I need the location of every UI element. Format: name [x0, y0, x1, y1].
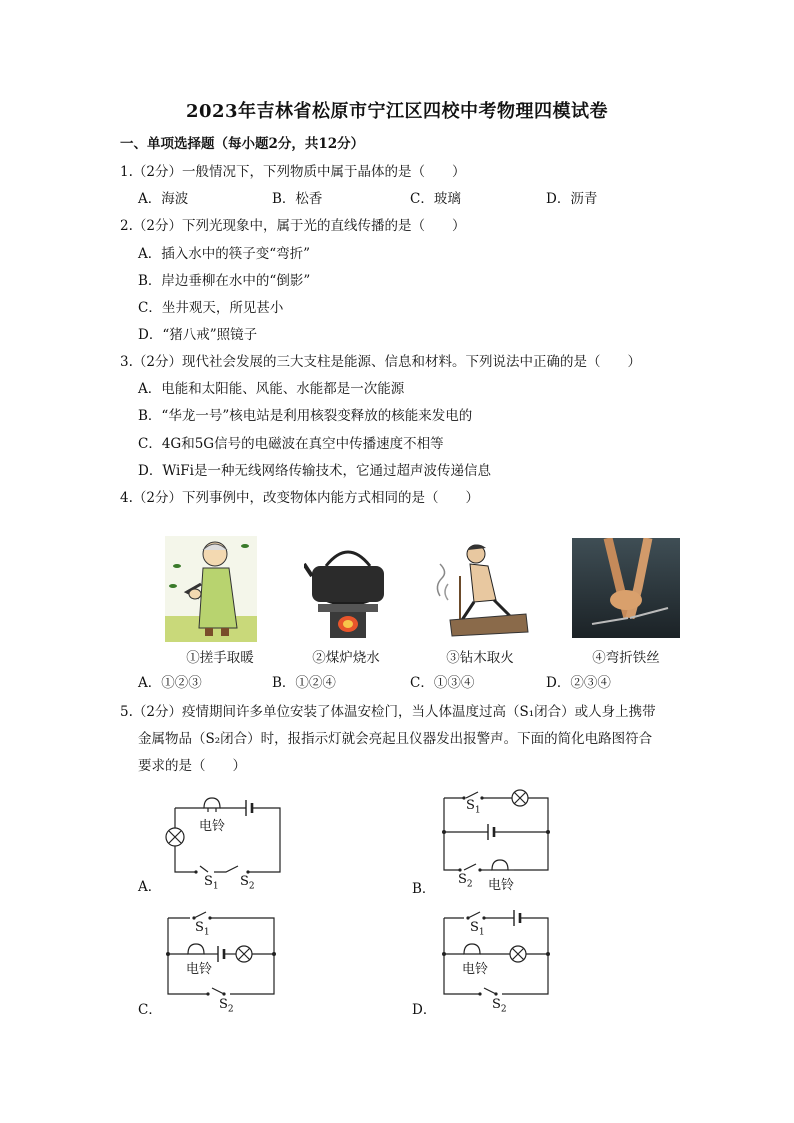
circuit-d-bell-label: 电铃: [462, 962, 489, 977]
question-5-stem-line-3: 要求的是（ ）: [138, 758, 246, 774]
circuit-b-s1-label: $S_1$: [466, 798, 481, 816]
circuit-a-s2-label: $S_2$: [240, 874, 255, 892]
rubbing-hands-illustration: [165, 536, 257, 642]
page-title: 2023年吉林省松原市宁江区四校中考物理四模试卷: [185, 101, 609, 122]
circuit-b-bell-label: 电铃: [488, 878, 515, 893]
question-2-option-b[interactable]: B．岸边垂柳在水中的“倒影”: [138, 273, 311, 289]
kettle-on-stove-illustration: [304, 536, 392, 642]
figure-2-caption: ②煤炉烧水: [312, 650, 380, 666]
question-5-stem-line-1: 5.（2分）疫情期间许多单位安装了体温安检门，当人体温度过高（S₁闭合）或人身上携带: [120, 704, 656, 720]
section-heading: 一、单项选择题（每小题2分，共12分）: [120, 136, 365, 152]
circuit-c-bell-label: 电铃: [186, 962, 213, 977]
question-3-option-b[interactable]: B．“华龙一号”核电站是利用核裂变释放的核能来发电的: [138, 408, 473, 424]
question-1-option-c[interactable]: C．玻璃: [410, 191, 461, 207]
figure-4-caption: ④弯折铁丝: [592, 650, 660, 666]
circuit-a-s1-label: $S_1$: [204, 874, 219, 892]
question-4-option-c[interactable]: C．①③④: [410, 675, 475, 691]
question-5-option-b[interactable]: B．: [412, 881, 436, 897]
circuit-c-s1-label: $S_1$: [195, 920, 210, 938]
question-5-option-d[interactable]: D．: [412, 1002, 437, 1018]
question-3-option-d[interactable]: D．WiFi是一种无线网络传输技术，它通过超声波传递信息: [138, 463, 491, 479]
circuit-d-s1-label: $S_1$: [470, 920, 485, 938]
question-1-option-b[interactable]: B．松香: [272, 191, 323, 207]
figure-1-caption: ①搓手取暖: [186, 650, 254, 666]
question-2-stem: 2.（2分）下列光现象中，属于光的直线传播的是（ ）: [120, 218, 466, 234]
question-3-stem: 3.（2分）现代社会发展的三大支柱是能源、信息和材料。下列说法中正确的是（ ）: [120, 354, 641, 370]
circuit-diagram-a: [160, 790, 290, 892]
question-2-option-c[interactable]: C．坐井观天，所见甚小: [138, 300, 284, 316]
question-5-option-c[interactable]: C．: [138, 1002, 162, 1018]
question-4-option-b[interactable]: B．①②④: [272, 675, 336, 691]
question-1-option-a[interactable]: A．海波: [138, 191, 189, 207]
circuit-d-s2-label: $S_2$: [492, 997, 507, 1015]
circuit-diagram-b: [436, 786, 560, 886]
question-3-option-a[interactable]: A．电能和太阳能、风能、水能都是一次能源: [138, 381, 405, 397]
drilling-wood-illustration: [430, 536, 530, 642]
question-4-option-d[interactable]: D．②③④: [546, 675, 611, 691]
question-4-option-a[interactable]: A．①②③: [138, 675, 202, 691]
question-5-option-a[interactable]: A．: [138, 879, 162, 895]
question-3-option-c[interactable]: C．4G和5G信号的电磁波在真空中传播速度不相等: [138, 436, 444, 452]
figure-3-caption: ③钻木取火: [446, 650, 514, 666]
question-1-stem: 1.（2分）一般情况下，下列物质中属于晶体的是（ ）: [120, 164, 466, 180]
bending-wire-illustration: [572, 538, 680, 638]
circuit-a-bell-label: 电铃: [199, 819, 226, 834]
question-2-option-d[interactable]: D．“猪八戒”照镜子: [138, 327, 258, 343]
question-4-stem: 4.（2分）下列事例中，改变物体内能方式相同的是（ ）: [120, 490, 479, 506]
question-5-stem-line-2: 金属物品（S₂闭合）时，报指示灯就会亮起且仪器发出报警声。下面的简化电路图符合: [138, 731, 653, 747]
question-1-option-d[interactable]: D．沥青: [546, 191, 598, 207]
circuit-c-s2-label: $S_2$: [219, 997, 234, 1015]
circuit-diagram-c: [160, 904, 284, 1004]
question-2-option-a[interactable]: A．插入水中的筷子变“弯折”: [138, 246, 311, 262]
circuit-b-s2-label: $S_2$: [458, 872, 473, 890]
circuit-diagram-d: [436, 904, 560, 1004]
